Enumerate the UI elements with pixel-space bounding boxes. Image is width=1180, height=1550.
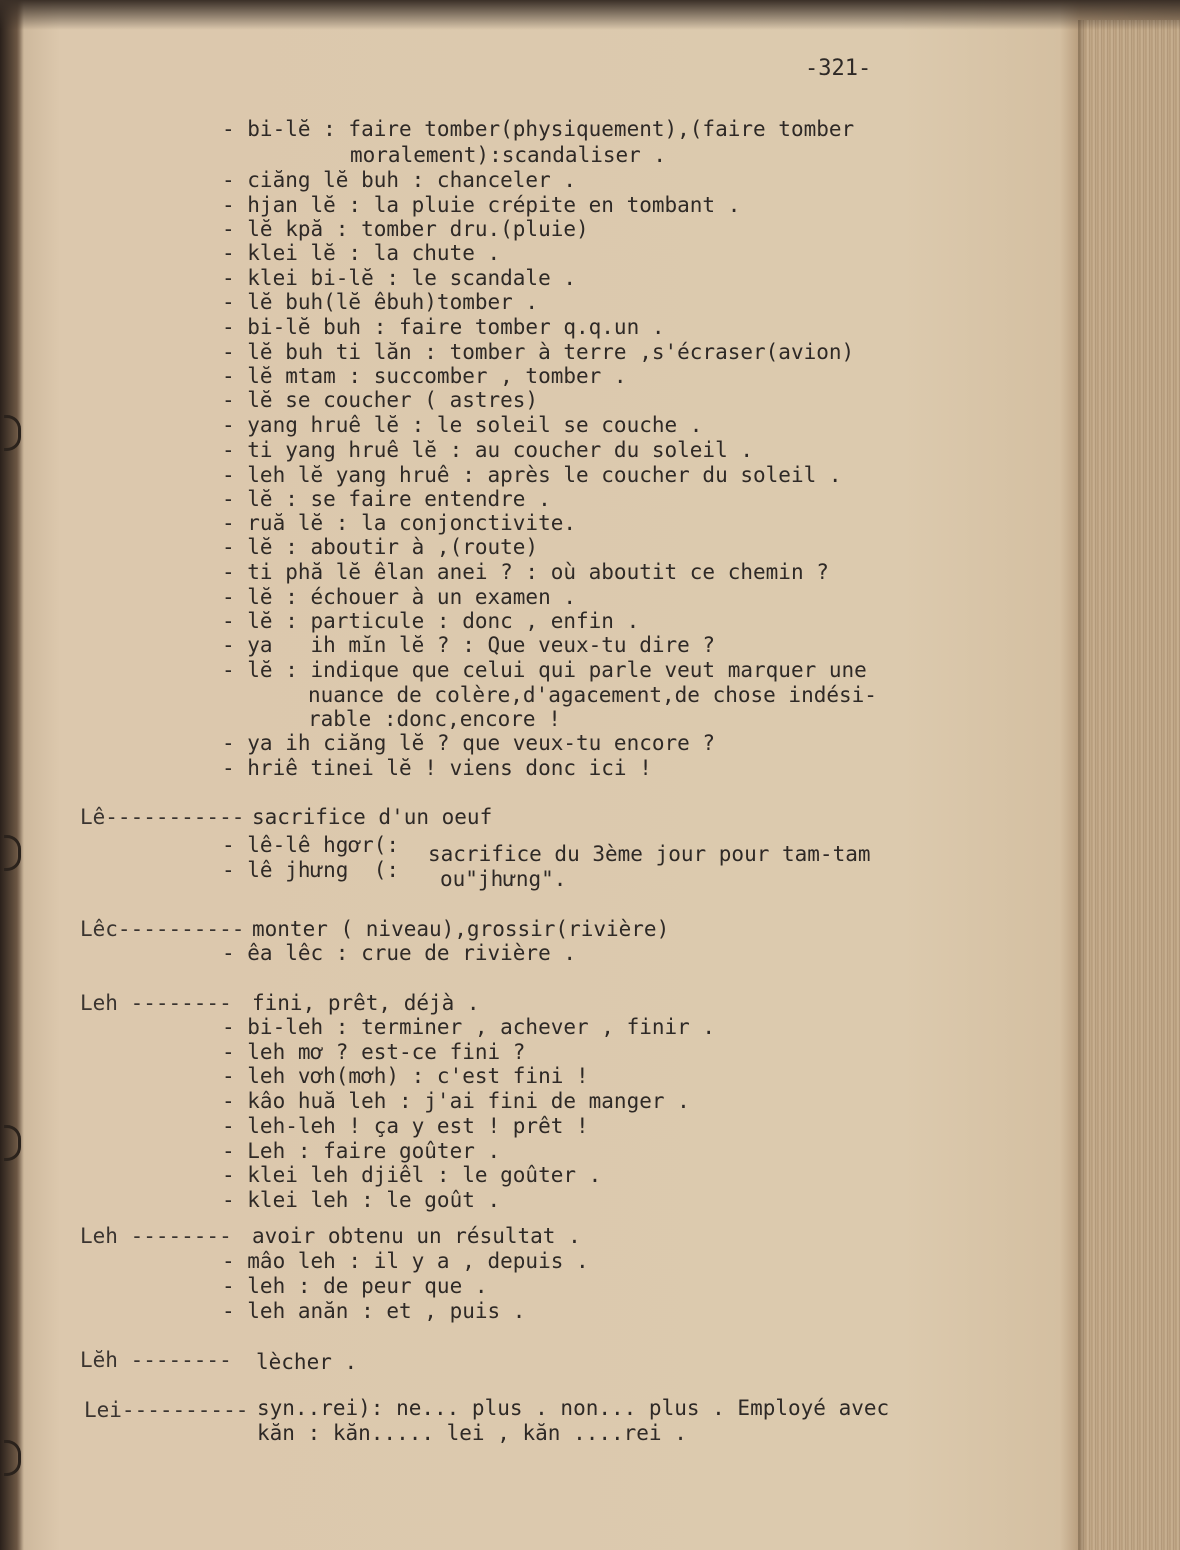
entry-line: - leh mơ ? est-ce fini ? — [222, 1040, 526, 1064]
entry-line: - mâo leh : il y a , depuis . — [222, 1249, 589, 1273]
top-shadow — [0, 0, 1180, 30]
entry-line: - ciăng lĕ buh : chanceler . — [222, 168, 577, 192]
entry-line: - klei leh : le goût . — [222, 1188, 501, 1212]
entry-line: - leh vơh(mơh) : c'est fini ! — [222, 1064, 589, 1088]
headword: Lê----------- — [80, 805, 245, 829]
entry-line: - leh-leh ! ça y est ! prêt ! — [222, 1114, 589, 1138]
entry-line: - lê-lê hgơr(: — [222, 833, 400, 857]
entry-line: - ya ih mĭn lĕ ? : Que veux-tu dire ? — [222, 633, 716, 657]
headword: Leh -------- — [80, 1224, 232, 1248]
entry-line: sacrifice d'un oeuf — [252, 805, 493, 829]
entry-line: - lĕ : aboutir à ,(route) — [222, 535, 539, 559]
entry-line: kăn : kăn..... lei , kăn ....rei . — [257, 1421, 687, 1445]
entry-line: sacrifice du 3ème jour pour tam-tam — [428, 842, 871, 866]
entry-line: avoir obtenu un résultat . — [252, 1224, 581, 1248]
entry-line: - yang hruê lĕ : le soleil se couche . — [222, 413, 703, 437]
entry-line: - klei lĕ : la chute . — [222, 241, 501, 265]
entry-line: ou"jhưng". — [440, 867, 567, 891]
entry-line: - lĕ : se faire entendre . — [222, 487, 551, 511]
entry-line: - lĕ : particule : donc , enfin . — [222, 609, 640, 633]
spine-shadow — [0, 0, 24, 1550]
entry-line: - lĕ : indique que celui qui parle veut marquer une — [222, 658, 867, 682]
entry-line: - klei leh djiêl : le goûter . — [222, 1163, 602, 1187]
entry-line: moralement):scandaliser . — [350, 143, 667, 167]
headword: Lĕh -------- — [80, 1348, 232, 1372]
entry-line: - lĕ kpă : tomber dru.(pluie) — [222, 217, 589, 241]
entry-line: - bi-lĕ : faire tomber(physiquement),(faire tomber — [222, 117, 855, 141]
entry-line: - bi-lĕ buh : faire tomber q.q.un . — [222, 315, 665, 339]
entry-line: - ti yang hruê lĕ : au coucher du soleil . — [222, 438, 754, 462]
entry-line: - Leh : faire goûter . — [222, 1139, 501, 1163]
entry-line: - lê jhưng (: — [222, 858, 400, 882]
entry-line: - lĕ mtam : succomber , tomber . — [222, 364, 627, 388]
entry-line: monter ( niveau),grossir(rivière) — [252, 917, 670, 941]
entry-line: - kâo huă leh : j'ai fini de manger . — [222, 1089, 690, 1113]
entry-line: - ya ih ciăng lĕ ? que veux-tu encore ? — [222, 731, 716, 755]
headword: Lei---------- — [84, 1398, 249, 1422]
entry-line: - lĕ buh ti lăn : tomber à terre ,s'écraser(avion) — [222, 340, 855, 364]
entry-line: - bi-leh : terminer , achever , finir . — [222, 1015, 716, 1039]
entry-line: lècher . — [256, 1350, 358, 1374]
entry-line: - leh : de peur que . — [222, 1274, 488, 1298]
page-number: -321- — [805, 56, 872, 81]
entry-line: - leh lĕ yang hruê : après le coucher du soleil . — [222, 463, 842, 487]
entry-line: rable :donc,encore ! — [308, 707, 561, 731]
entry-line: fini, prêt, déjà . — [252, 991, 480, 1015]
entry-line: nuance de colère,d'agacement,de chose indési- — [308, 683, 877, 707]
entry-line: syn..rei): ne... plus . non... plus . Employé avec — [257, 1396, 890, 1420]
headword: Leh -------- — [80, 991, 232, 1015]
entry-line: - ti phă lĕ êlan anei ? : où aboutit ce chemin ? — [222, 560, 829, 584]
entry-line: - lĕ : échouer à un examen . — [222, 585, 577, 609]
entry-line: - hriê tinei lĕ ! viens donc ici ! — [222, 756, 652, 780]
entry-line: - ruă lĕ : la conjonctivite. — [222, 511, 577, 535]
entry-line: - hjan lĕ : la pluie crépite en tombant . — [222, 193, 741, 217]
entry-line: - êa lêc : crue de rivière . — [222, 941, 577, 965]
entry-line: - lĕ buh(lĕ êbuh)tomber . — [222, 290, 539, 314]
entry-line: - klei bi-lĕ : le scandale . — [222, 266, 577, 290]
entry-line: - lĕ se coucher ( astres) — [222, 388, 539, 412]
page-edges — [1078, 20, 1180, 1550]
entry-line: - leh anăn : et , puis . — [222, 1299, 526, 1323]
headword: Lêc---------- — [80, 917, 245, 941]
